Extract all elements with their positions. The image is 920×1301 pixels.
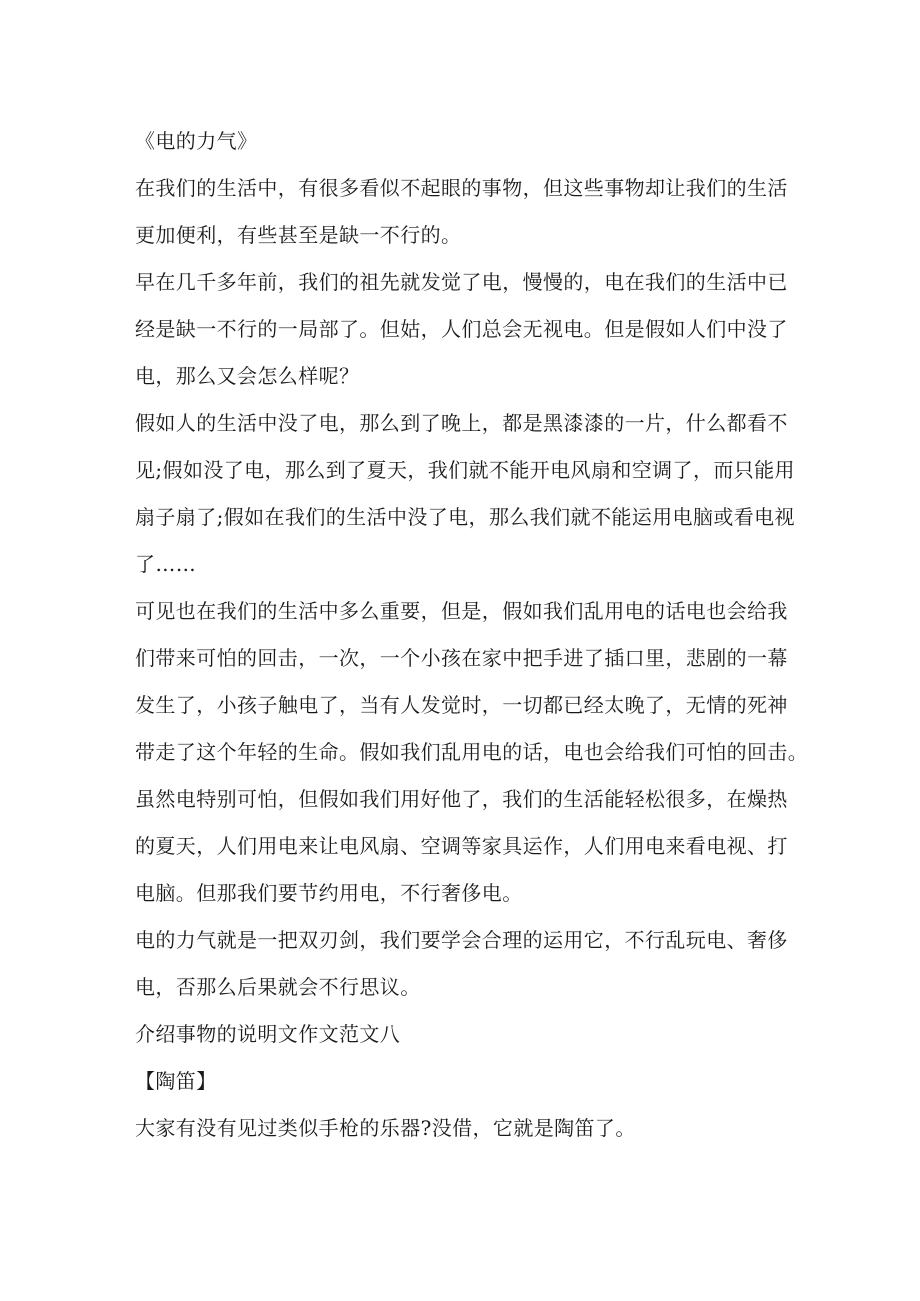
essay-title: 《电的力气》 <box>135 129 258 153</box>
paragraph-line: 在我们的生活中，有很多看似不起眼的事物，但这些事物却让我们的生活 <box>135 176 788 200</box>
paragraph-line: 假如人的生活中没了电，那么到了晚上，都是黑漆漆的一片，什么都看不 <box>135 411 788 435</box>
paragraph-line: 电，那么又会怎么样呢？ <box>135 364 360 388</box>
paragraph-line: 们带来可怕的回击，一次，一个小孩在家中把手进了插口里，悲剧的一幕 <box>135 646 788 670</box>
document-page <box>135 118 809 1152</box>
paragraph-line: 扇子扇了;假如在我们的生活中没了电，那么我们就不能运用电脑或看电视 <box>135 505 795 529</box>
paragraph-line: 电，否那么后果就会不行思议。 <box>135 975 421 999</box>
paragraph-line: 带走了这个年轻的生命。假如我们乱用电的话，电也会给我们可怕的回击。 <box>135 740 809 764</box>
paragraph-line: 早在几千多年前，我们的祖先就发觉了电，慢慢的，电在我们的生活中已 <box>135 270 788 294</box>
subsection-title: 【陶笛】 <box>135 1069 217 1093</box>
paragraph-line: 更加便利，有些甚至是缺一不行的。 <box>135 223 462 247</box>
paragraph-line: 电脑。但那我们要节约用电，不行奢侈电。 <box>135 881 523 905</box>
paragraph-line: 发生了，小孩子触电了，当有人发觉时，一切都已经太晚了，无情的死神 <box>135 693 788 717</box>
paragraph-line: 大家有没有见过类似手枪的乐器?没借，它就是陶笛了。 <box>135 1116 636 1140</box>
section-heading: 介绍事物的说明文作文范文八 <box>135 1022 401 1046</box>
paragraph-line: 见;假如没了电，那么到了夏天，我们就不能开电风扇和空调了，而只能用 <box>135 458 795 482</box>
paragraph-line: 经是缺一不行的一局部了。但姑，人们总会无视电。但是假如人们中没了 <box>135 317 788 341</box>
paragraph-line: 的夏天，人们用电来让电风扇、空调等家具运作，人们用电来看电视、打 <box>135 834 788 858</box>
paragraph-line: 电的力气就是一把双刃剑，我们要学会合理的运用它，不行乱玩电、奢侈 <box>135 928 788 952</box>
paragraph-line: 可见也在我们的生活中多么重要，但是，假如我们乱用电的话电也会给我 <box>135 599 788 623</box>
paragraph-line: 虽然电特别可怕，但假如我们用好他了，我们的生活能轻松很多，在燥热 <box>135 787 788 811</box>
paragraph-line: 了…… <box>135 552 197 576</box>
